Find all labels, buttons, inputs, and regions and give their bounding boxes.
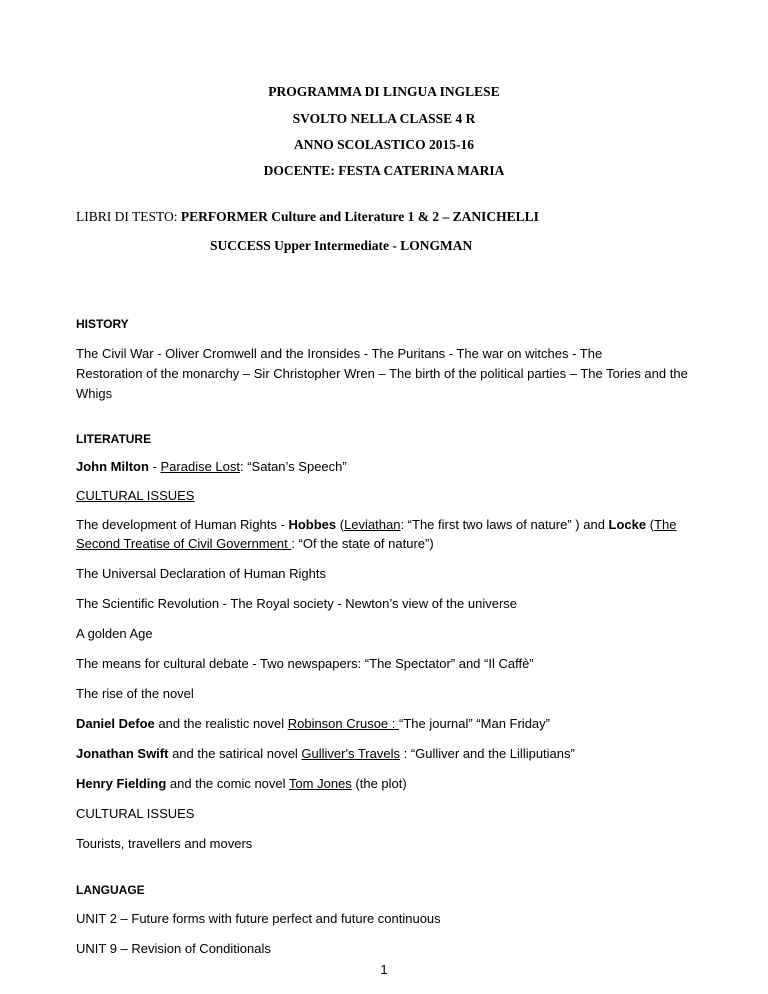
rights-sep-2: ( <box>646 517 655 532</box>
defoe-work: Robinson Crusoe : <box>287 716 399 731</box>
human-rights-line-1 <box>76 517 676 533</box>
language-heading: LANGUAGE <box>76 883 145 897</box>
rights-intro: The development of Human Rights - <box>76 517 289 532</box>
rise-of-novel-line: The rise of the novel <box>76 686 194 701</box>
udhr-line: The Universal Declaration of Human Rights <box>76 566 326 581</box>
doc-year-line: ANNO SCOLASTICO 2015-16 <box>293 137 475 152</box>
textbooks-line-2 <box>210 238 472 254</box>
human-rights-line-2 <box>76 536 434 552</box>
swift-desc: and the satirical novel <box>168 746 302 761</box>
textbook-success: SUCCESS Upper Intermediate - LONGMAN <box>210 238 473 253</box>
swift-line <box>76 746 575 762</box>
textbooks-line-1 <box>76 209 539 225</box>
swift-author: Jonathan Swift <box>76 746 169 761</box>
doc-title: PROGRAMMA DI LINGUA INGLESE <box>268 84 500 99</box>
swift-work: Gulliver's Travels <box>301 746 400 761</box>
leviathan-work: Leviathan <box>344 517 401 532</box>
history-text-line-3: Whigs <box>76 386 113 401</box>
milton-sep: - <box>148 459 161 474</box>
golden-age-line: A golden Age <box>76 626 153 641</box>
defoe-author: Daniel Defoe <box>76 716 155 731</box>
fielding-author: Henry Fielding <box>76 776 167 791</box>
fielding-extract: (the plot) <box>351 776 407 791</box>
milton-line <box>76 459 347 475</box>
cultural-issues-heading-1 <box>76 488 194 504</box>
history-heading: HISTORY <box>76 317 129 331</box>
leviathan-extract: : “The first two laws of nature” ) and <box>400 517 609 532</box>
textbook-performer: PERFORMER Culture and Literature 1 & 2 – ZANICHELLI <box>180 209 539 224</box>
history-text-line-2: Restoration of the monarchy – Sir Christopher Wren – The birth of the political parties – The Tories and the <box>76 366 688 381</box>
defoe-line <box>76 716 550 732</box>
unit-2-line: UNIT 2 – Future forms with future perfect and future continuous <box>76 911 441 926</box>
swift-extract: : “Gulliver and the Lilliputians” <box>399 746 575 761</box>
tourists-line: Tourists, travellers and movers <box>76 836 253 851</box>
hobbes-author: Hobbes <box>288 517 337 532</box>
scientific-revolution-line: The Scientific Revolution - The Royal society - Newton’s view of the universe <box>76 596 517 611</box>
doc-teacher-line: DOCENTE: FESTA CATERINA MARIA <box>263 163 505 178</box>
treatise-extract: : “Of the state of nature”) <box>291 536 434 551</box>
rights-sep-1: ( <box>336 517 345 532</box>
milton-work: Paradise Lost <box>160 459 240 474</box>
doc-class-line: SVOLTO NELLA CLASSE 4 R <box>292 111 476 126</box>
textbooks-label: LIBRI DI TESTO: <box>76 209 181 224</box>
milton-author: John Milton <box>76 459 149 474</box>
literature-heading: LITERATURE <box>76 432 152 446</box>
defoe-extracts: “The journal” “Man Friday” <box>399 716 550 731</box>
page-number: 1 <box>380 962 388 977</box>
fielding-line <box>76 776 407 792</box>
cultural-debate-line: The means for cultural debate - Two newspapers: “The Spectator” and “Il Caffè” <box>76 656 534 671</box>
unit-9-line: UNIT 9 – Revision of Conditionals <box>76 941 271 956</box>
fielding-work: Tom Jones <box>288 776 352 791</box>
fielding-desc: and the comic novel <box>166 776 289 791</box>
history-text-line-1: The Civil War - Oliver Cromwell and the Ironsides - The Puritans - The war on witches - The <box>76 346 603 361</box>
cultural-issues-heading-2: CULTURAL ISSUES <box>76 806 195 821</box>
milton-extract: : “Satan’s Speech” <box>240 459 347 474</box>
treatise-work-start: The <box>654 517 677 532</box>
defoe-desc: and the realistic novel <box>154 716 288 731</box>
cultural-issues-label-1: CULTURAL ISSUES <box>76 488 195 503</box>
locke-author: Locke <box>608 517 647 532</box>
treatise-work: Second Treatise of Civil Government <box>76 536 292 551</box>
